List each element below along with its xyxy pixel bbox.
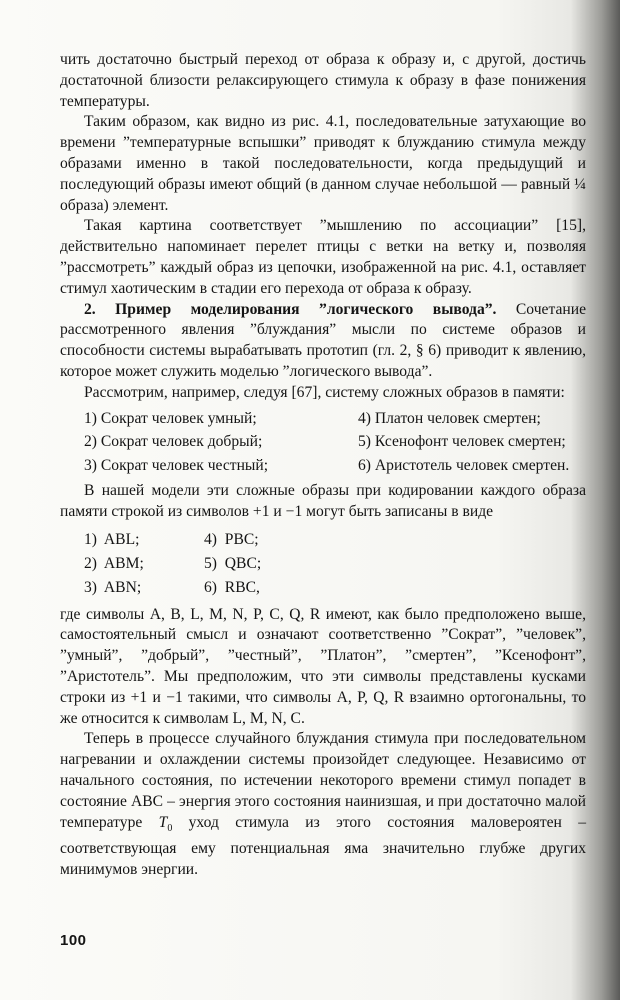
paragraph: где символы A, B, L, M, N, P, C, Q, R имеют, как было предположено выше, самостоятельный смысл и означают соответственно ”Сократ”, ”человек”, ”умный”, ”добрый”, ”честный”, ”Платон”, ”смертен”, ”Ксенофонт”, ”Аристотель”. Мы предположим, что эти символы представлены кусками строки из +1 и −1 такими, что символы A, P, Q, R взаимно ортогональны, то же относится к символам L, M, N, C. [60,605,586,727]
paragraph: Теперь в процессе случайного блуждания стимула при последовательном нагревании и охлаждении системы произойдет следующее. Независимо от начального состояния, по истечении некоторого времени стимул попадет в состояние ABC – энергия этого состояния наинизшая, и при достаточно малой температуре $T_0$ уход стимула из этого состояния маловероятен – соответствующая ему потенциальная яма значительно глубже других минимумов энергии. [60,730,586,879]
paragraph: чить достаточно быстрый переход от образа к образу и, с другой, достичь достаточной близости релаксирующего стимула к образу в фазе понижения температуры. [60,51,586,110]
paragraph: Рассмотрим, например, следуя [67], систему сложных образов в памяти: [84,383,565,401]
list-item: 1) ABL; [84,530,140,548]
paragraph: Такая картина соответствует ”мышлению по ассоциации” [15], действительно напоминает перелет птицы с ветки на ветку и, позволяя ”рассмотреть” каждый образ из цепочки, изображенной на рис. 4.1, оставляет стимул хаотическим в стадии его перехода от образа к образу. [60,217,586,297]
list-item: 4) Платон человек смертен; [358,409,541,427]
section-heading: 2. Пример моделирования ”логического вывода”. [84,300,497,318]
body-text [60,50,586,881]
list-item: 2) ABM; [84,554,144,572]
page-number: 100 [60,932,87,949]
list-item: 3) Сократ человек честный; [84,457,269,475]
list-item: 3) ABN; [84,578,142,596]
temperature-symbol: T [158,813,168,831]
statement-list [84,409,586,477]
list-item: 1) Сократ человек умный; [84,409,257,427]
code-list [84,529,324,598]
list-item: 4) PBC; [204,530,259,548]
list-item: 6) RBC, [204,578,260,596]
list-item: 6) Аристотель человек смертен. [358,457,570,475]
list-item: 5) Ксенофонт человек смертен; [358,433,566,451]
paragraph [60,300,586,383]
list-item: 2) Сократ человек добрый; [84,433,263,451]
paragraph-text: Сочетание рассмотренного явления ”блуждания” мысли по системе образов и способности системы вырабатывать прототип (гл. 2, § 6) приводит к явлению, которое может служить моделью ”логического вывода”. [60,300,586,380]
paragraph: В нашей модели эти сложные образы при кодировании каждого образа памяти строкой из символов +1 и −1 могут быть записаны в виде [60,481,586,520]
paragraph: Таким образом, как видно из рис. 4.1, последовательные затухающие во времени ”температурные вспышки” приводят к блужданию стимула между образами именно в такой последовательности, когда предыдущий и последующий образы имеют общий (в данном случае небольшой — равный ¼ образа) элемент. [60,113,586,214]
list-item: 5) QBC; [204,554,262,572]
